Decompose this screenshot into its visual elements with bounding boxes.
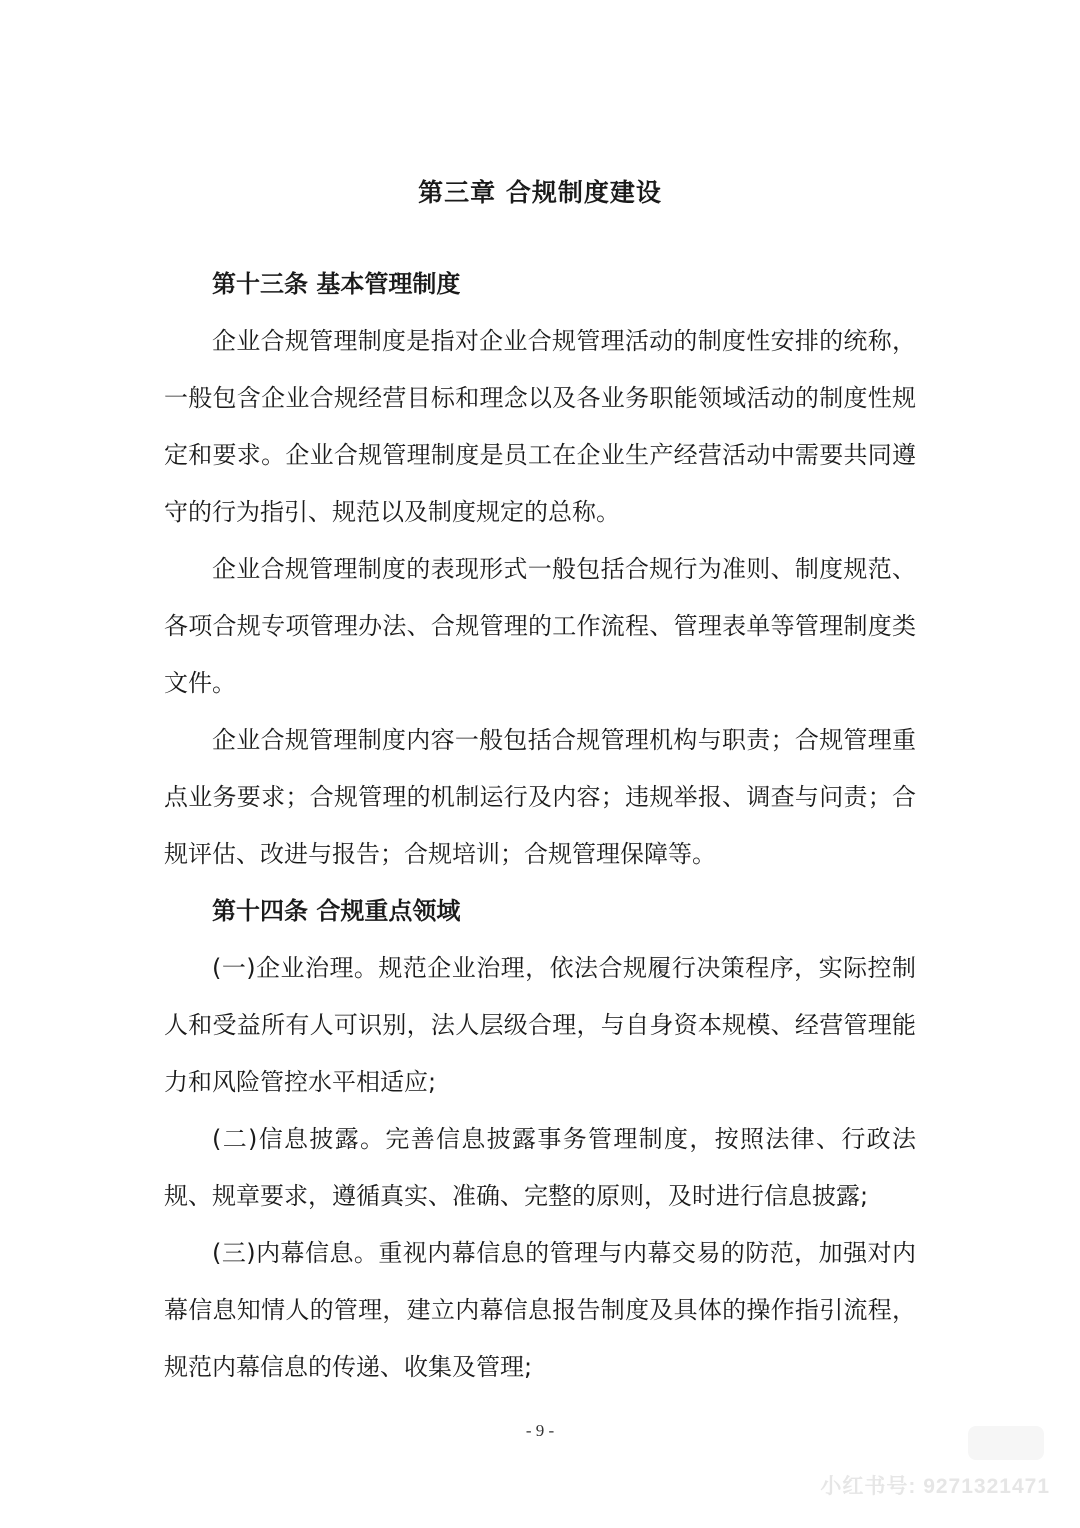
page-number: - 9 - bbox=[525, 1421, 555, 1440]
paragraph: (一)企业治理。规范企业治理，依法合规履行决策程序，实际控制人和受益所有人可识别，法人层级合理，与自身资本规模、经营管理能力和风险管控水平相适应; bbox=[164, 954, 916, 1096]
article-title: 第十三条 基本管理制度 bbox=[212, 270, 461, 298]
paragraph: 企业合规管理制度内容一般包括合规管理机构与职责；合规管理重点业务要求；合规管理的机制运行及内容；违规举报、调查与问责；合规评估、改进与报告；合规培训；合规管理保障等。 bbox=[164, 726, 916, 868]
article-title: 第十四条 合规重点领域 bbox=[212, 897, 461, 925]
document-body bbox=[164, 170, 916, 1396]
paragraph: 企业合规管理制度的表现形式一般包括合规行为准则、制度规范、各项合规专项管理办法、合规管理的工作流程、管理表单等管理制度类文件。 bbox=[164, 555, 916, 697]
paragraph: (二)信息披露。完善信息披露事务管理制度，按照法律、行政法规、规章要求，遵循真实、准确、完整的原则，及时进行信息披露; bbox=[164, 1125, 916, 1210]
paragraph: (三)内幕信息。重视内幕信息的管理与内幕交易的防范，加强对内幕信息知情人的管理，建立内幕信息报告制度及具体的操作指引流程，规范内幕信息的传递、收集及管理; bbox=[164, 1239, 916, 1381]
paragraph: 企业合规管理制度是指对企业合规管理活动的制度性安排的统称，一般包含企业合规经营目标和理念以及各业务职能领域活动的制度性规定和要求。企业合规管理制度是员工在企业生产经营活动中需要共同遵守的行为指引、规范以及制度规定的总称。 bbox=[164, 327, 916, 526]
chapter-title: 第三章 合规制度建设 bbox=[418, 178, 662, 207]
watermark-text: 小红书号: 9271321471 bbox=[820, 1475, 1050, 1498]
watermark-logo bbox=[968, 1426, 1044, 1460]
